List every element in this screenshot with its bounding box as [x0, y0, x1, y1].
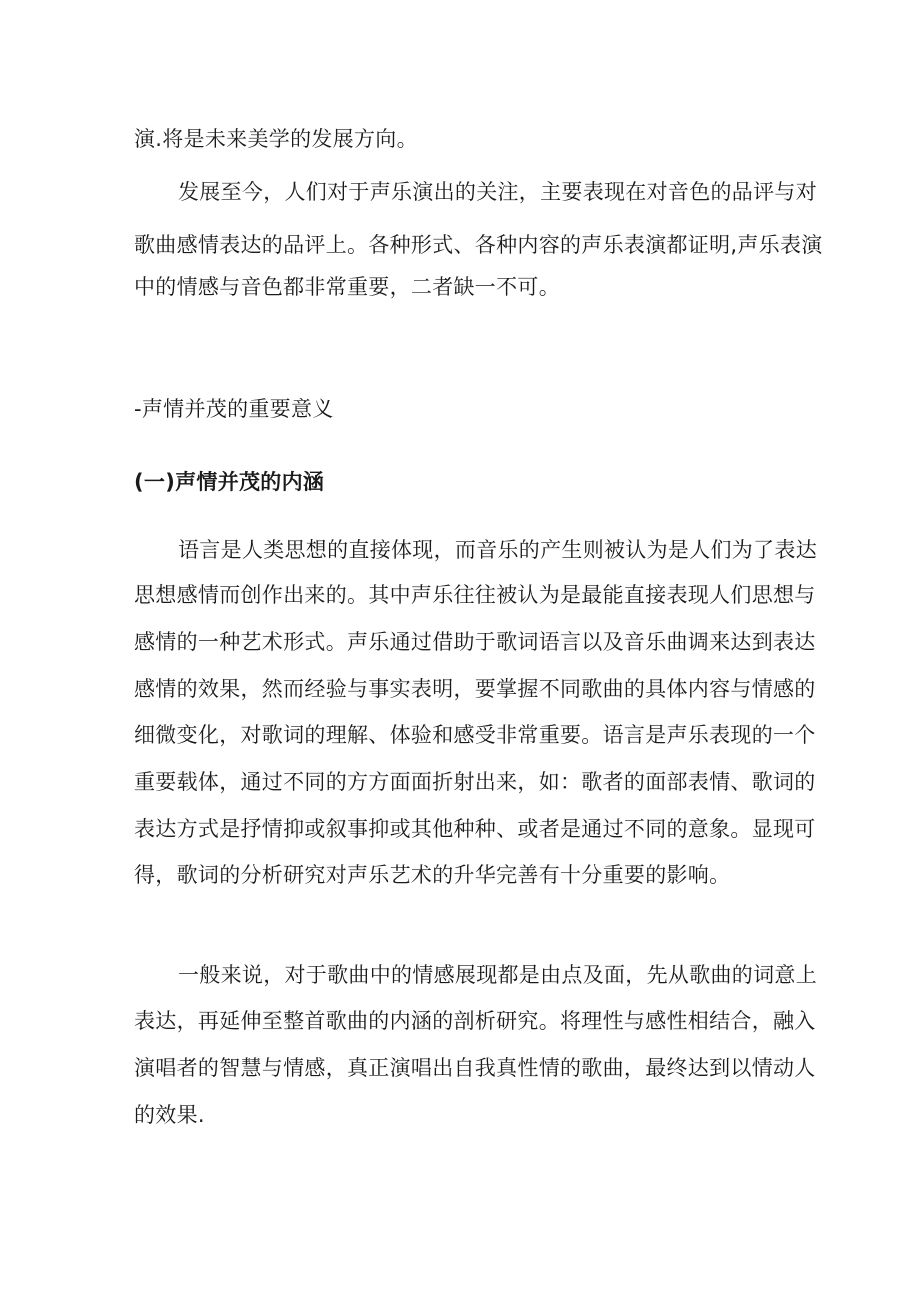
paragraph-line: 细微变化，对歌词的理解、体验和感受非常重要。语言是声乐表现的一个 [134, 723, 816, 747]
paragraph-line: 感情的一种艺术形式。声乐通过借助于歌词语言以及音乐曲调来达到表达 [134, 630, 816, 654]
paragraph-line: 思想感情而创作出来的。其中声乐往往被认为是最能直接表现人们思想与 [134, 583, 816, 607]
paragraph-line: 得，歌词的分析研究对声乐艺术的升华完善有十分重要的影响。 [134, 863, 731, 887]
paragraph-line: 演.将是未来美学的发展方向。 [134, 127, 418, 151]
paragraph-line: 的效果. [134, 1103, 205, 1127]
section-heading: -声情并茂的重要意义 [134, 397, 334, 421]
paragraph-line: 语言是人类思想的直接体现，而音乐的产生则被认为是人们为了表达 [178, 538, 817, 562]
paragraph-line: 发展至今，人们对于声乐演出的关注，主要表现在对音色的品评与对 [178, 180, 817, 204]
paragraph-line: 中的情感与音色都非常重要，二者缺一不可。 [134, 275, 560, 299]
paragraph-line: 重要载体，通过不同的方方面面折射出来，如：歌者的面部表情、歌词的 [134, 770, 816, 794]
paragraph-line: 感情的效果，然而经验与事实表明，要掌握不同歌曲的具体内容与情感的 [134, 677, 816, 701]
paragraph-line: 表达方式是抒情抑或叙事抑或其他种种、或者是通过不同的意象。显现可 [134, 817, 816, 841]
paragraph-line: 演唱者的智慧与情感，真正演唱出自我真性情的歌曲，最终达到以情动人 [134, 1056, 816, 1080]
paragraph-line: 一般来说，对于歌曲中的情感展现都是由点及面，先从歌曲的词意上 [178, 963, 817, 987]
paragraph-line: 表达，再延伸至整首歌曲的内涵的剖析研究。将理性与感性相结合，融入 [134, 1009, 816, 1033]
subsection-heading: (一)声情并茂的内涵 [134, 470, 325, 494]
paragraph-line: 歌曲感情表达的品评上。各种形式、各种内容的声乐表演都证明,声乐表演 [134, 233, 823, 257]
